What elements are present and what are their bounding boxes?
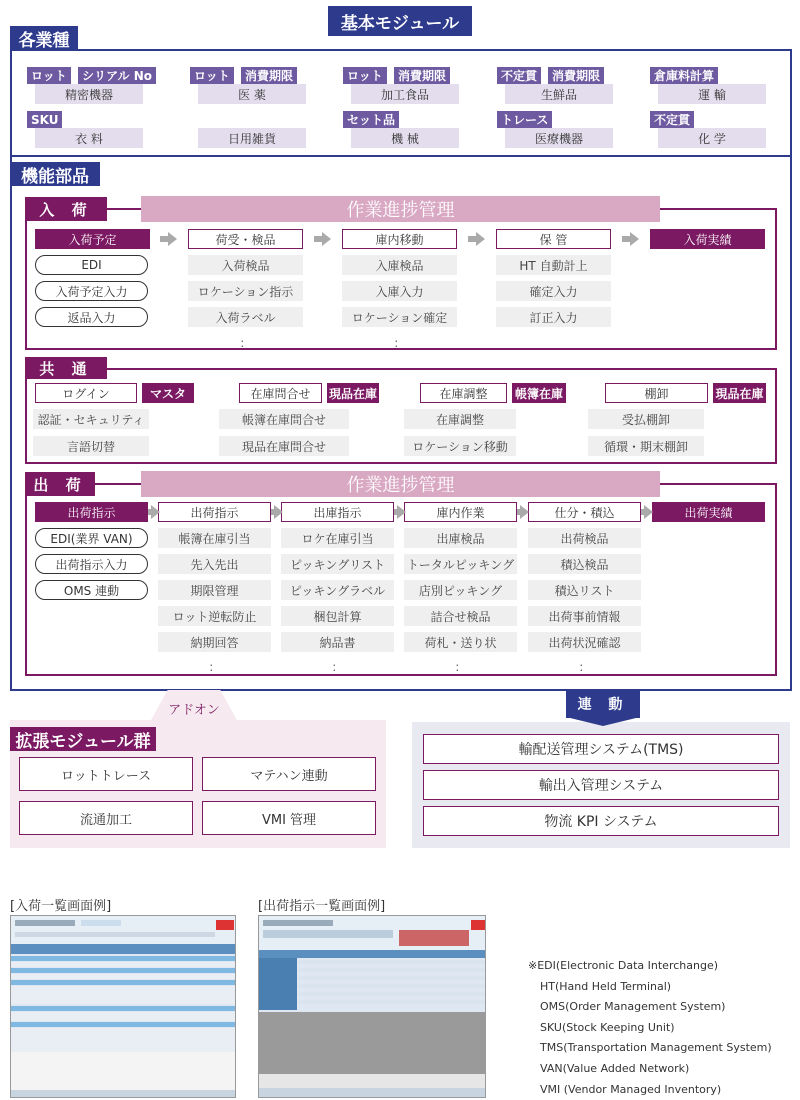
inbound-ellipsis: ： [393,335,406,350]
inbound-task-item: HT 自動計上 [496,255,611,275]
inbound-task-item: 入荷ラベル [188,307,303,327]
inbound-task-item: 確定入力 [496,281,611,301]
inbound-header-storage: 保 管 [496,229,611,249]
outbound-instruction-item: OMS 連動 [35,580,148,600]
inbound-task-item: 入荷検品 [188,255,303,275]
inbound-screen-image [11,916,236,1098]
inbound-task-item: 訂正入力 [496,307,611,327]
outbound-task-item: 出荷状況確認 [528,632,641,652]
outbound-line [95,483,141,485]
inbound-screen-caption: [入荷一覧画面例] [10,899,112,914]
inbound-task-item: ロケーション確定 [342,307,457,327]
industry-tag: セット品 [343,111,399,128]
outbound-header: 出荷指示 [158,502,271,522]
addon-item-lot-trace: ロットトレース [19,757,193,791]
inbound-header-receive: 荷受・検品 [188,229,303,249]
outbound-task-item: トータルピッキング [404,554,517,574]
industry-tag: ロット [27,67,71,84]
industry-tag: 消費期限 [548,67,604,84]
note-sku: SKU(Stock Keeping Unit) [540,1020,675,1034]
arrow-right-icon [468,236,476,242]
common-item: 認証・セキュリティ [33,409,149,429]
outbound-task-item: 詰合せ検品 [404,606,517,626]
arrow-right-icon [644,505,653,519]
abbreviation-notes [528,956,798,1100]
outbound-task-item: ロケ在庫引当 [281,528,394,548]
industry-name: 化 学 [658,128,766,148]
outbound-screen-caption: [出荷指示一覧画面例] [258,899,386,914]
note-ht: HT(Hand Held Terminal) [540,979,672,993]
outbound-task-item: ピッキングラベル [281,580,394,600]
link-tab-label: 連 動 [577,697,629,713]
arrow-right-icon [151,505,160,519]
common-label: 共 通 [25,357,107,379]
inbound-header-result: 入荷実績 [650,229,765,249]
inbound-line [107,208,141,210]
industry-tag: 不定貫 [650,111,694,128]
industry-tag: トレース [497,111,552,128]
inbound-screen-thumbnail [10,915,236,1098]
link-item-kpi: 物流 KPI システム [423,806,779,836]
common-item: 受払棚卸 [588,409,704,429]
outbound-ellipsis: ： [208,659,221,674]
inbound-task-item: 入庫入力 [342,281,457,301]
addon-item-material-handling: マテハン連動 [202,757,376,791]
addon-title: 拡張モジュール群 [10,727,156,751]
outbound-ellipsis: ： [578,659,591,674]
arrow-right-icon [630,232,639,246]
arrow-right-icon [622,236,630,242]
link-item-trade: 輸出入管理システム [423,770,779,800]
arrow-right-icon [274,505,283,519]
industry-name: 運 輸 [658,84,766,104]
industry-name: 機 械 [351,128,459,148]
industries-title: 各業種 [10,26,78,50]
outbound-instruction-item: 出荷指示入力 [35,554,148,574]
common-header: ログイン [35,383,137,403]
outbound-task-item: ロット逆転防止 [158,606,271,626]
outbound-progress-banner: 作業進捗管理 [141,471,660,497]
outbound-task-item: 梱包計算 [281,606,394,626]
outbound-header: 出荷実績 [652,502,765,522]
inbound-ellipsis: ： [239,335,252,350]
industry-tag: シリアル No [78,67,156,84]
outbound-header: 出庫指示 [281,502,394,522]
addon-tab-label: アドオン [168,702,220,718]
arrow-down-icon [566,717,640,726]
outbound-task-item: 期限管理 [158,580,271,600]
outbound-header: 出荷指示 [35,502,148,522]
outbound-task-item: 積込リスト [528,580,641,600]
arrow-right-icon [520,505,529,519]
link-item-tms: 輸配送管理システム(TMS) [423,734,779,764]
industry-tag: ロット [343,67,387,84]
outbound-ellipsis: ： [454,659,467,674]
note-vmi: VMI (Vendor Managed Inventory) [540,1082,722,1096]
inbound-progress-banner: 作業進捗管理 [141,196,660,222]
outbound-task-item: 納品書 [281,632,394,652]
outbound-ellipsis: ： [331,659,344,674]
arrow-right-icon [397,505,406,519]
outbound-instruction-item: EDI(業界 VAN) [35,528,148,548]
inbound-plan-item: EDI [35,255,148,275]
common-item: 帳簿在庫問合せ [219,409,349,429]
outbound-task-item: 積込検品 [528,554,641,574]
industry-tag: 消費期限 [394,67,450,84]
common-header: 在庫問合せ [239,383,322,403]
common-item: 現品在庫問合せ [219,436,349,456]
inbound-task-item: ロケーション指示 [188,281,303,301]
common-badge: 帳簿在庫 [512,383,566,403]
note-van: VAN(Value Added Network) [540,1061,690,1075]
common-badge: 現品在庫 [327,383,379,403]
inbound-header-move: 庫内移動 [342,229,457,249]
industry-name: 医 薬 [198,84,306,104]
industry-tag: ロット [190,67,234,84]
arrow-right-icon [168,232,177,246]
inbound-header-plan: 入荷予定 [35,229,150,249]
common-header: 在庫調整 [420,383,507,403]
common-header: 棚卸 [605,383,708,403]
common-badge: 現品在庫 [713,383,766,403]
common-item: 循環・期末棚卸 [588,436,704,456]
industry-tag: SKU [27,111,62,128]
outbound-screen-image [259,916,486,1098]
industry-name: 医療機器 [505,128,613,148]
basic-module-title: 基本モジュール [328,6,472,36]
industry-name: 精密機器 [35,84,143,104]
outbound-task-item: 荷札・送り状 [404,632,517,652]
common-item: ロケーション移動 [404,436,516,456]
outbound-task-item: 帳簿在庫引当 [158,528,271,548]
industry-name: 生鮮品 [505,84,613,104]
arrow-right-icon [322,232,331,246]
outbound-task-item: ピッキングリスト [281,554,394,574]
addon-item-processing: 流通加工 [19,801,193,835]
functional-title: 機能部品 [10,162,100,186]
arrow-right-icon [476,232,485,246]
note-oms: OMS(Order Management System) [540,1000,726,1014]
outbound-header: 仕分・積込 [528,502,641,522]
note-tms: TMS(Transportation Management System) [540,1041,772,1055]
addon-item-vmi: VMI 管理 [202,801,376,835]
common-badge: マスタ [142,383,194,403]
outbound-task-item: 先入先出 [158,554,271,574]
industry-name: 日用雑貨 [198,128,306,148]
outbound-task-item: 納期回答 [158,632,271,652]
outbound-task-item: 店別ピッキング [404,580,517,600]
outbound-screen-thumbnail [258,915,486,1098]
industry-tag: 消費期限 [241,67,297,84]
outbound-task-item: 出荷事前情報 [528,606,641,626]
common-item: 在庫調整 [404,409,516,429]
arrow-right-icon [314,236,322,242]
industry-tag: 不定貫 [497,67,541,84]
note-edi: ※EDI(Electronic Data Interchange) [528,959,719,972]
outbound-task-item: 出庫検品 [404,528,517,548]
inbound-task-item: 入庫検品 [342,255,457,275]
outbound-task-item: 出荷検品 [528,528,641,548]
inbound-plan-item: 返品入力 [35,307,148,327]
outbound-header: 庫内作業 [404,502,517,522]
industry-name: 加工食品 [351,84,459,104]
inbound-label: 入 荷 [25,197,107,221]
arrow-right-icon [160,236,168,242]
common-item: 言語切替 [33,436,149,456]
industry-tag: 倉庫料計算 [650,67,718,84]
outbound-label: 出 荷 [25,472,95,496]
inbound-plan-item: 入荷予定入力 [35,281,148,301]
industry-name: 衣 料 [35,128,143,148]
